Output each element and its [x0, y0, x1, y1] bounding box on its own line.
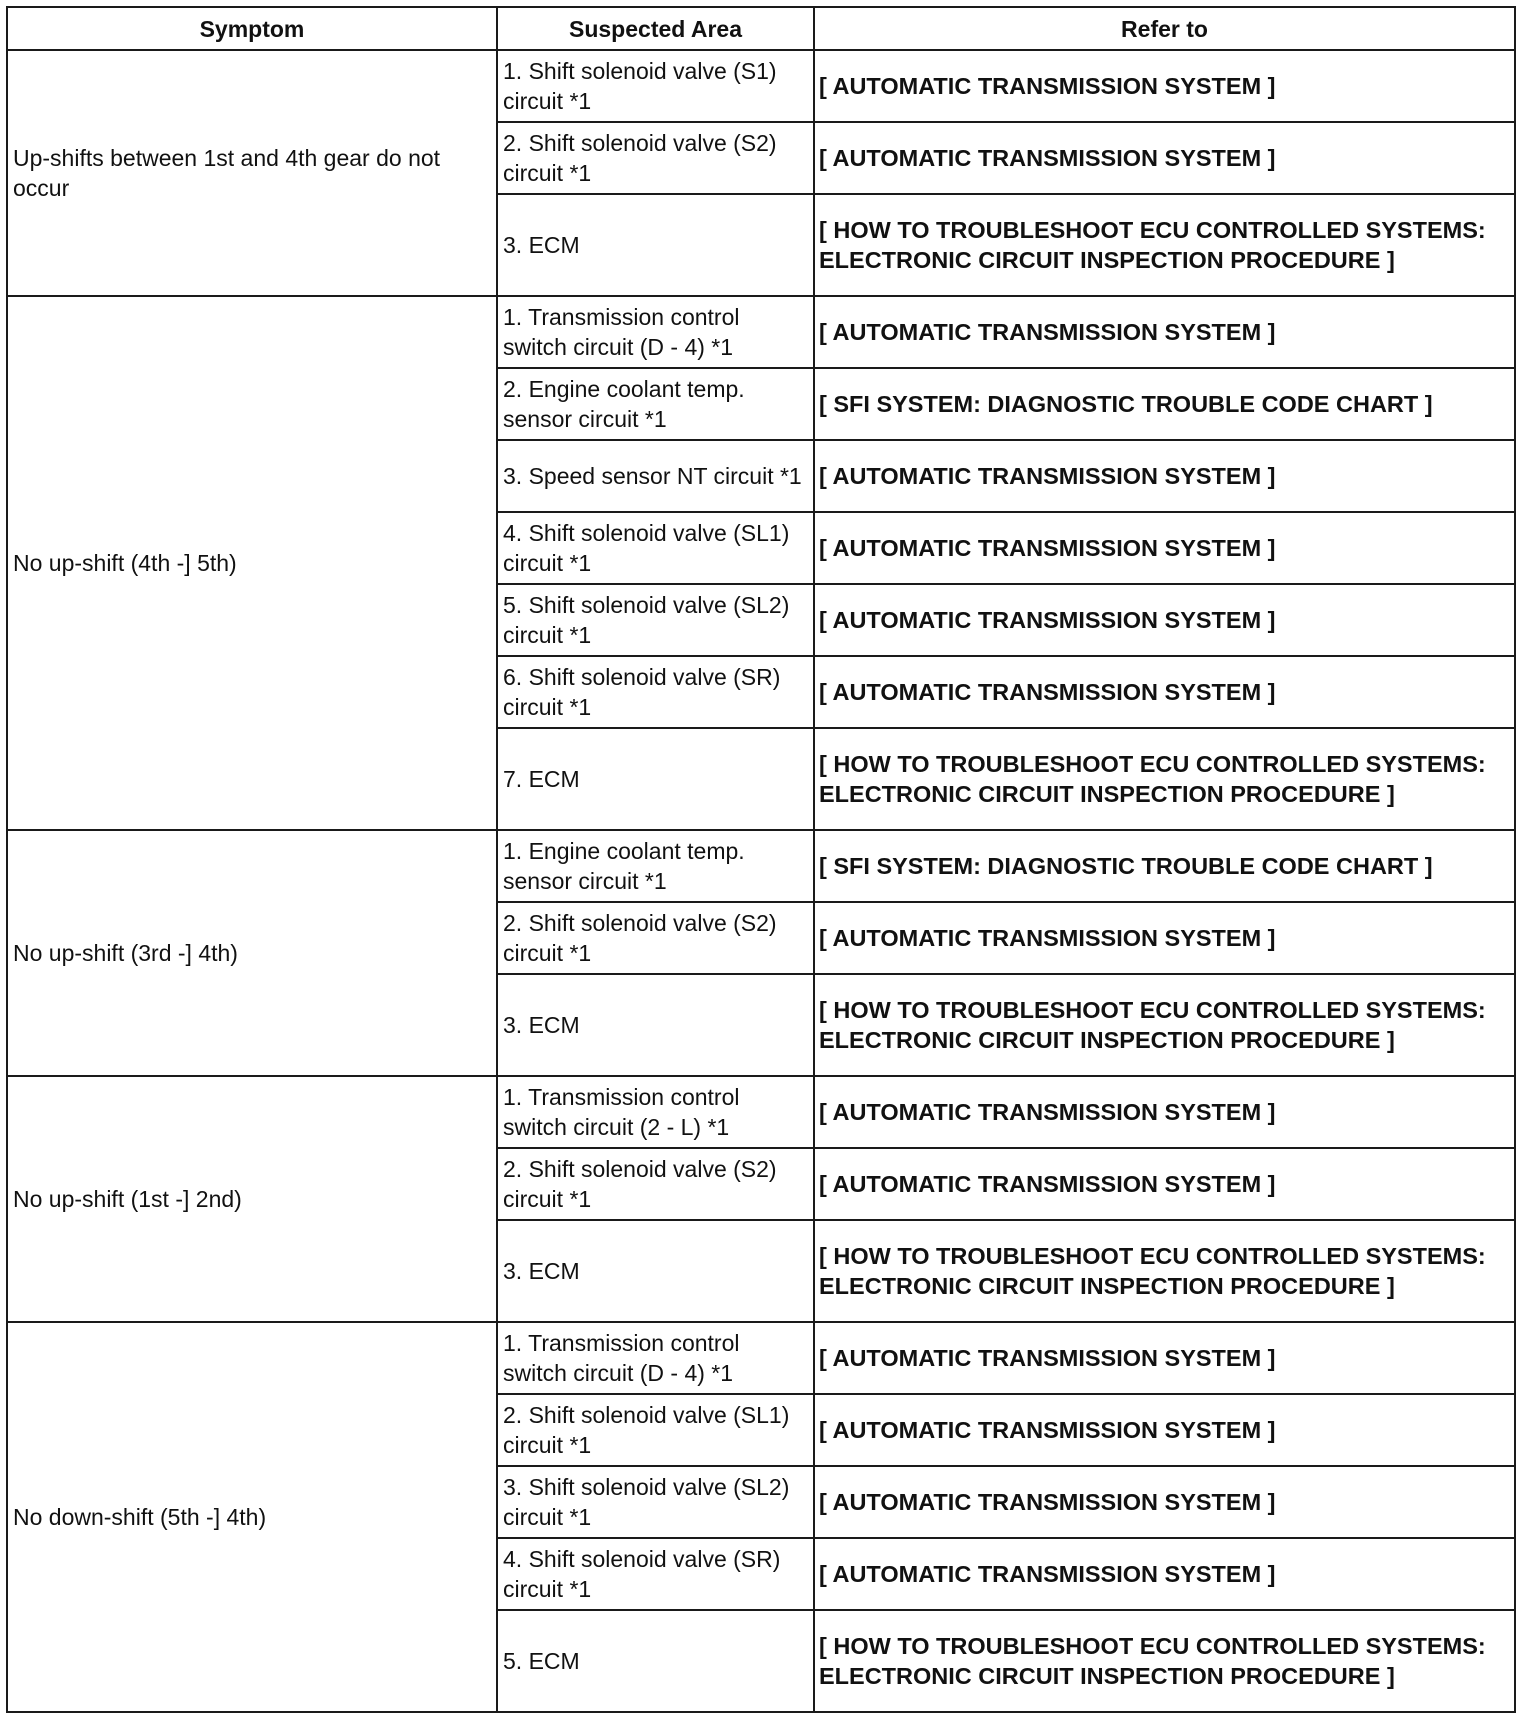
symptom-cell: No up-shift (4th -] 5th) — [7, 296, 497, 830]
symptom-table — [6, 6, 1516, 1713]
refer-to-link[interactable]: [ AUTOMATIC TRANSMISSION SYSTEM ] — [814, 440, 1515, 512]
suspected-area-cell: 1. Transmission control switch circuit (2 - L) *1 — [497, 1076, 814, 1148]
suspected-area-cell: 2. Shift solenoid valve (S2) circuit *1 — [497, 1148, 814, 1220]
symptom-cell: No up-shift (3rd -] 4th) — [7, 830, 497, 1076]
suspected-area-cell: 4. Shift solenoid valve (SL1) circuit *1 — [497, 512, 814, 584]
refer-to-link[interactable]: [ AUTOMATIC TRANSMISSION SYSTEM ] — [814, 1148, 1515, 1220]
suspected-area-cell: 3. Speed sensor NT circuit *1 — [497, 440, 814, 512]
table-row — [7, 1322, 1515, 1394]
table-body — [7, 50, 1515, 1712]
header-symptom: Symptom — [7, 7, 497, 50]
refer-to-link[interactable]: [ AUTOMATIC TRANSMISSION SYSTEM ] — [814, 1322, 1515, 1394]
header-row — [7, 7, 1515, 50]
suspected-area-cell: 4. Shift solenoid valve (SR) circuit *1 — [497, 1538, 814, 1610]
refer-to-link[interactable]: [ AUTOMATIC TRANSMISSION SYSTEM ] — [814, 50, 1515, 122]
refer-to-link[interactable]: [ HOW TO TROUBLESHOOT ECU CONTROLLED SYSTEMS: ELECTRONIC CIRCUIT INSPECTION PROCEDURE ] — [814, 728, 1515, 830]
symptom-cell: No down-shift (5th -] 4th) — [7, 1322, 497, 1712]
suspected-area-cell: 7. ECM — [497, 728, 814, 830]
suspected-area-cell: 2. Shift solenoid valve (S2) circuit *1 — [497, 902, 814, 974]
suspected-area-cell: 1. Transmission control switch circuit (D - 4) *1 — [497, 296, 814, 368]
refer-to-link[interactable]: [ HOW TO TROUBLESHOOT ECU CONTROLLED SYSTEMS: ELECTRONIC CIRCUIT INSPECTION PROCEDURE ] — [814, 974, 1515, 1076]
suspected-area-cell: 3. Shift solenoid valve (SL2) circuit *1 — [497, 1466, 814, 1538]
suspected-area-cell: 1. Shift solenoid valve (S1) circuit *1 — [497, 50, 814, 122]
suspected-area-cell: 3. ECM — [497, 974, 814, 1076]
suspected-area-cell: 1. Engine coolant temp. sensor circuit *1 — [497, 830, 814, 902]
suspected-area-cell: 2. Engine coolant temp. sensor circuit *1 — [497, 368, 814, 440]
refer-to-link[interactable]: [ AUTOMATIC TRANSMISSION SYSTEM ] — [814, 1538, 1515, 1610]
suspected-area-cell: 3. ECM — [497, 194, 814, 296]
symptom-cell: No up-shift (1st -] 2nd) — [7, 1076, 497, 1322]
refer-to-link[interactable]: [ HOW TO TROUBLESHOOT ECU CONTROLLED SYSTEMS: ELECTRONIC CIRCUIT INSPECTION PROCEDURE ] — [814, 1610, 1515, 1712]
suspected-area-cell: 5. Shift solenoid valve (SL2) circuit *1 — [497, 584, 814, 656]
suspected-area-cell: 2. Shift solenoid valve (SL1) circuit *1 — [497, 1394, 814, 1466]
suspected-area-cell: 1. Transmission control switch circuit (D - 4) *1 — [497, 1322, 814, 1394]
refer-to-link[interactable]: [ AUTOMATIC TRANSMISSION SYSTEM ] — [814, 1466, 1515, 1538]
table-row — [7, 50, 1515, 122]
refer-to-link[interactable]: [ HOW TO TROUBLESHOOT ECU CONTROLLED SYSTEMS: ELECTRONIC CIRCUIT INSPECTION PROCEDURE ] — [814, 1220, 1515, 1322]
suspected-area-cell: 3. ECM — [497, 1220, 814, 1322]
suspected-area-cell: 2. Shift solenoid valve (S2) circuit *1 — [497, 122, 814, 194]
table-row — [7, 1076, 1515, 1148]
refer-to-link[interactable]: [ SFI SYSTEM: DIAGNOSTIC TROUBLE CODE CHART ] — [814, 368, 1515, 440]
table-row — [7, 830, 1515, 902]
refer-to-link[interactable]: [ AUTOMATIC TRANSMISSION SYSTEM ] — [814, 1076, 1515, 1148]
suspected-area-cell: 6. Shift solenoid valve (SR) circuit *1 — [497, 656, 814, 728]
symptom-cell: Up-shifts between 1st and 4th gear do not occur — [7, 50, 497, 296]
refer-to-link[interactable]: [ AUTOMATIC TRANSMISSION SYSTEM ] — [814, 1394, 1515, 1466]
refer-to-link[interactable]: [ SFI SYSTEM: DIAGNOSTIC TROUBLE CODE CHART ] — [814, 830, 1515, 902]
suspected-area-cell: 5. ECM — [497, 1610, 814, 1712]
refer-to-link[interactable]: [ AUTOMATIC TRANSMISSION SYSTEM ] — [814, 584, 1515, 656]
refer-to-link[interactable]: [ AUTOMATIC TRANSMISSION SYSTEM ] — [814, 296, 1515, 368]
header-suspected-area: Suspected Area — [497, 7, 814, 50]
refer-to-link[interactable]: [ AUTOMATIC TRANSMISSION SYSTEM ] — [814, 512, 1515, 584]
refer-to-link[interactable]: [ AUTOMATIC TRANSMISSION SYSTEM ] — [814, 902, 1515, 974]
header-refer-to: Refer to — [814, 7, 1515, 50]
table-row — [7, 296, 1515, 368]
refer-to-link[interactable]: [ AUTOMATIC TRANSMISSION SYSTEM ] — [814, 122, 1515, 194]
refer-to-link[interactable]: [ AUTOMATIC TRANSMISSION SYSTEM ] — [814, 656, 1515, 728]
refer-to-link[interactable]: [ HOW TO TROUBLESHOOT ECU CONTROLLED SYSTEMS: ELECTRONIC CIRCUIT INSPECTION PROCEDURE ] — [814, 194, 1515, 296]
